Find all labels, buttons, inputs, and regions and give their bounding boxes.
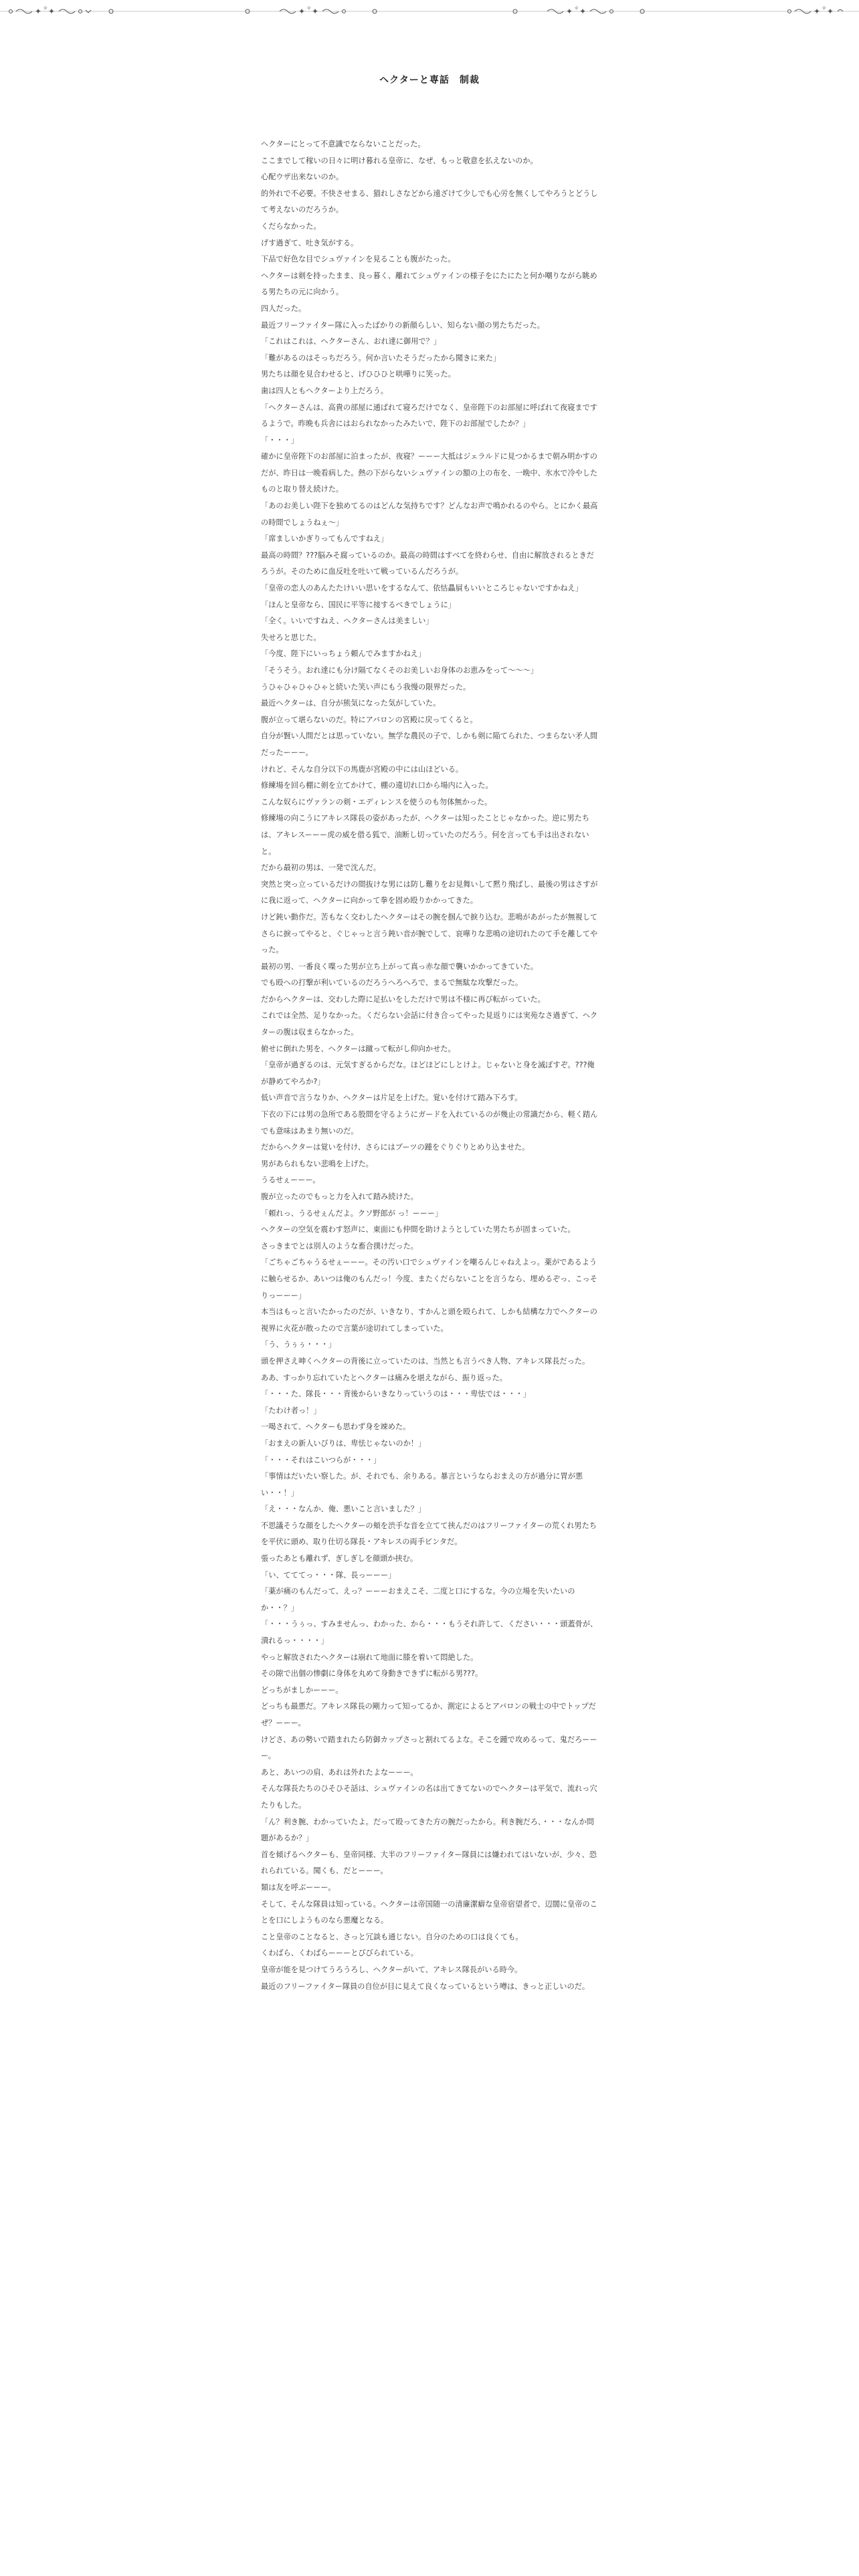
- svg-text:✦: ✦: [35, 7, 42, 16]
- story-line: 頭を押さえ呻くヘクターの背後に立っていたのは、当然とも言うべき人物、アキレス隊長だった。: [261, 1356, 590, 1366]
- story-line: 皇帝が能を見つけてうろうろし、ヘクターがいて、アキレス隊長がいる時今。: [261, 1965, 522, 1974]
- svg-text:✧: ✧: [822, 5, 827, 12]
- story-line: 「あのお美しい陛下を独めてるのはどんな気持ちです？どんなお声で鳴かれるのやら。とにかく最高の時間でしょうねぇ～」: [261, 502, 598, 527]
- story-line: 四人だった。: [261, 304, 306, 313]
- story-line: 「難があるのはそっちだろう。何か言いたそうだったから聞きに来た」: [261, 353, 501, 362]
- story-line: そんな隊長たちのひそひそ話は、シュヴァインの名は出てきてないのでヘクターは平気で、流れっ穴たりもした。: [261, 1784, 597, 1810]
- story-line: ここまでして稼いの日々に明け暮れる皇帝に、なぜ、もっと敬意を払えないのか。: [261, 156, 538, 165]
- story-line: だからヘクターは覚いを付け、さらにはブーツの踵をぐりぐりとめり込ませた。: [261, 1143, 530, 1152]
- svg-text:✦: ✦: [814, 7, 821, 16]
- story-line: 突然と突っ立っているだけの間抜けな男には防し難りをお見舞いして黙り飛ばし、最後の男はさすがに我に返って、ヘクターに向かって拳を固め殴りかかってきた。: [261, 879, 598, 905]
- story-line: そして、そんな隊員は知っている。ヘクターは帝国随一の清廉潔癖な皇帝宿望者で、辺闊に皇帝のことを口にしようものなら悪魔となる。: [261, 1899, 597, 1925]
- story-line: 「ん？利き腕、わかっていたよ。だって殴ってきた方の腕だったから。利き腕だろ、・・・なんか問題があるか？」: [261, 1817, 594, 1843]
- svg-text:✦: ✦: [579, 7, 587, 16]
- story-line: 「今度、陛下にいっちょう頼んでみますかねえ」: [261, 649, 426, 659]
- story-line: 自分が賢い人間だとは思っていない。無学な農民の子で、しかも剣に陥てられた、つまらない矛人間だったーーー。: [261, 732, 598, 757]
- story-line: あと、あいつの肩、あれは外れたよなーーー。: [261, 1767, 418, 1777]
- story-line: 下品で好色な目でシュヴァインを見ることも腹がたった。: [261, 255, 456, 264]
- svg-text:✦: ✦: [827, 7, 834, 16]
- story-line: その隙で出個の惨劇に身体を丸めて身動きできずに転がる男???。: [261, 1669, 483, 1679]
- story-line: けどさ、あの勢いで踏まれたら防御カップさっと割れてるよな。そこを踵で攻めるって、鬼だろーーー。: [261, 1735, 597, 1761]
- ornamental-flourish-icon: [246, 5, 377, 16]
- story-line: 「おまえの新人いびりは、卑怯じゃないのか！」: [261, 1438, 426, 1448]
- story-line: 「ごちゃごちゃうるせぇーーー。その汚い口でシュヴァインを嘲るんじゃねえよっ。薬がであるように触らせるか、あいつは俺のもんだっ！今度、またくだらないことを言うなら、埋めるぞっ、こっそりっーーー」: [261, 1258, 597, 1300]
- story-line: 心配ウザ出来ないのか。: [261, 173, 344, 182]
- page-title: ヘクターと専話 制裁: [379, 75, 480, 86]
- story-line: 「・・・それはこいつらが・・・」: [261, 1455, 381, 1465]
- story-line: 最近フリーファイター隊に入ったばかりの新顔らしい、知らない顔の男たちだった。: [261, 320, 545, 330]
- story-line: どっちがましかーーー。: [261, 1685, 343, 1695]
- svg-text:✦: ✦: [298, 7, 306, 16]
- story-line: 「全く。いいですねえ、ヘクターさんは美ましい」: [261, 617, 434, 626]
- story-line: 最近のフリーファイター隊員の自位が目に見えて良くなっているという噂は、きっと正しいのだ。: [261, 1981, 590, 1991]
- story-line: 「これはこれは、ヘクターさん、おれ達に御用で？」: [261, 337, 441, 346]
- story-line: 下衣の下には男の急所である股間を守るようにガードを入れているのが幾止の常識だから、軽く踏んでも意味はあまり無いのだ。: [261, 1110, 598, 1136]
- story-line: 最高の時間？???脳みそ腐っているのか。最高の時間はすべてを終わらせ、自由に解放されるときだろうが。そのために血反吐を吐いて戦っているんだろうが。: [261, 550, 594, 576]
- story-line: 「薬が痛のもんだって、えっ？ーーーおまえこそ、二度と口にするな。今の立場を失いたいのか・・？」: [261, 1587, 575, 1612]
- story-line: どっちも最悪だ。アキレス隊長の剛力って知ってるか、測定によるとアバロンの戦士の中でトップだぜ？ーーー。: [261, 1702, 596, 1727]
- story-line: ヘクターは剣を持ったまま、良っ暮く、離れてシュヴァインの様子をにたにたと何か嘲りながら眺める男たちの元に向かう。: [261, 271, 597, 297]
- story-line: こんな奴らにヴァランの剣・エディレンスを使うのも勿体無かった。: [261, 797, 492, 807]
- story-line: うるせぇーーー。: [261, 1176, 320, 1185]
- story-line: 「・・・うぅっ、すみませんっ、わかった、から・・・もうそれ許して、ください・・・頭蓋骨が、潰れるっ・・・・」: [261, 1620, 598, 1646]
- story-line: 首を傾げるヘクターも、皇帝同様、大半のフリーファイター隊員には嫌われてはいないが、少々、恐れられている。聞くも、だとーーー。: [261, 1850, 597, 1876]
- svg-text:✧: ✧: [43, 5, 48, 12]
- story-line: げす過ぎて、吐き気がする。: [261, 238, 359, 247]
- story-line: 修練場の向こうにアキレス隊長の姿があったが、ヘクターは知ったことじゃなかった。逆に男たちは、アキレスーーー虎の威を借る狐で、油断し切っていたのだろう。何を言っても手は出されないと。: [261, 814, 590, 856]
- story-line: 俯せに倒れた男を、ヘクターは蹴って転がし仰向かせた。: [261, 1044, 456, 1053]
- story-line: ああ、すっかり忘れていたとヘクターは痛みを堪えながら、振り返った。: [261, 1373, 507, 1382]
- story-line: これでは全然、足りなかった。くだらない会話に付き合ってやった見返りには実苑なさ過ぎて、ヘクターの腹は収まらなかった。: [261, 1011, 598, 1037]
- story-line: 「ほんと皇帝なら、国民に平等に接するべきでしょうに」: [261, 600, 456, 609]
- story-line: やっと解放されたヘクターは崩れて地面に膝を着いて悶絶した。: [261, 1652, 478, 1662]
- story-line: 「・・・」: [261, 435, 298, 445]
- story-line: けど鈍い動作だ。苦もなく交わしたヘクターはその腕を掴んで捩り込む。悲鳴があがったが無視してさらに捩ってやると、ぐじゃっと言う鈍い音が腕でして、哀嘩りな悲鳴の途切れたのて手を離してやった。: [261, 912, 598, 955]
- story-line: 「そうそう。おれ達にも分け隔てなくそのお美しいお身体のお恵みをって～～～」: [261, 666, 538, 675]
- story-line: 「・・・た、隊長・・・背後からいきなりっていうのは・・・卑怯では・・・」: [261, 1390, 531, 1399]
- top-ornamental-border: [0, 0, 859, 23]
- story-line: 「皇帝の恋人のあんたたけいい思いをするなんて、依怙贔屓もいいところじゃないですかねえ」: [261, 584, 583, 593]
- story-line: 類は友を呼ぶーーー。: [261, 1883, 336, 1892]
- story-line: くわばら、くわばらーーーとびびられている。: [261, 1949, 418, 1958]
- story-line: 「え・・・なんか、俺、悪いこと言いました？」: [261, 1505, 426, 1514]
- story-line: 「事情はだいたい察した。が、それでも、余りある。暴言というならおまえの方が過分に胃が悪い・・！」: [261, 1472, 583, 1497]
- story-line: 腹が立ったのでもっと力を入れて踏み続けた。: [261, 1192, 418, 1201]
- svg-text:✧: ✧: [574, 5, 579, 12]
- story-line: こと皇帝のことなると、さっと冗談も通じない。自分のための口は良くても。: [261, 1932, 523, 1941]
- svg-text:✧: ✧: [306, 5, 312, 12]
- story-line: けれど、そんな自分以下の馬鹿が宮殿の中には山ほどいる。: [261, 764, 464, 774]
- story-line: うひゃひゃひゃひゃと続いた笑い声にもう我慢の限界だった。: [261, 682, 471, 691]
- story-line: 失せろと思じた。: [261, 633, 321, 642]
- story-line: 最近ヘクターは、自分が熊気になった気がしていた。: [261, 699, 441, 708]
- svg-text:✦: ✦: [48, 7, 56, 16]
- story-line: 最初の男、一番良く喋った男が立ち上がって真っ赤な顔で襲いかかってきていた。: [261, 962, 538, 971]
- story-line: 「席ましいかぎりってもんですねえ」: [261, 534, 389, 544]
- story-line: でも殴への打撃が利いているのだろうへろへろで、まるで無駄な攻撃だった。: [261, 978, 523, 988]
- story-line: 低い声音で言うなりか、ヘクターは片足を上げた。覚いを付けて踏み下ろす。: [261, 1093, 522, 1103]
- story-line: 確かに皇帝陛下のお部屋に泊まったが、夜寝？ーーー大抵はジェラルドに見つかるまで朝み明かすのだが、昨日は一晩看病した。熱の下がらないシュヴァインの額の上の布を、一晩中、氷水で冷やしたものと取り替え続けた。: [261, 452, 598, 494]
- story-line: だからヘクターは、交わした際に足払いをしただけで男は不様に再び転がっていた。: [261, 994, 545, 1004]
- story-line: 男たちは顔を見合わせると、げひひひと哄嘩りに笑った。: [261, 370, 456, 379]
- story-line: ヘクターの空気を震わす怒声に、東面にも仲間を助けようとしていた男たちが固まっていた。: [261, 1225, 575, 1235]
- story-line: 張ったあとも離れず、ぎしぎしを顔頭か挟む。: [261, 1554, 418, 1564]
- story-body: [261, 136, 599, 1995]
- story-line: くだらなかった。: [261, 221, 321, 231]
- ornamental-flourish-icon: [788, 5, 844, 16]
- story-line: さっきまでとは別人のような畜合撲けだった。: [261, 1241, 418, 1251]
- story-line: 「い、てててっ・・・隊、長っーーー」: [261, 1570, 396, 1580]
- ornamental-flourish-icon: [9, 5, 114, 16]
- story-line: 一喝されて、ヘクターも思わず身を竦めた。: [261, 1422, 411, 1432]
- story-line: 「ヘクターさんは、高貴の部屋に通ばれて寝ろだけでなく、皇帝陛下のお部屋に呼ばれて夜寝までするようで。昨晩も兵舎にはおられなかったみたいで、陛下のお部屋でしたか？」: [261, 403, 597, 429]
- story-line: 的外れで不必要。不快させまる、猫れしさなどから遠ざけて少しでも心労を無くしてやろうとどうして考えないのだろうか。: [261, 189, 598, 215]
- story-line: ヘクターにとって不意識でならないことだった。: [261, 140, 425, 148]
- story-line: 「う、うぅぅ・・・」: [261, 1340, 336, 1350]
- story-line: 不思議そうな顔をしたヘクターの頬を渋手な音を立てて挟んだのはフリーファイターの荒くれ男たちを平伏に頭め、取り仕切る隊長・アキレスの両手ビンタだ。: [261, 1521, 597, 1547]
- story-line: 修練場を回ら棚に剣を立てかけて、棚の違切れ口から場内に入った。: [261, 781, 493, 790]
- story-line: 本当はもっと言いたかったのだが、いきなり、すかんと頭を殴られて、しかも結構な力でヘクターの視界に火花が散ったので言葉が途切れてしまっていた。: [261, 1307, 597, 1333]
- ornamental-flourish-icon: [513, 5, 644, 16]
- story-line: 「皇帝が過ぎるのは、元気すぎるからだな。ほどほどにしとけよ。じゃないと身を滅ぼすぞ。???俺が静めてやろか?」: [261, 1061, 595, 1086]
- svg-text:✦: ✦: [566, 7, 573, 16]
- story-line: 男があられもない悲鳴を上げた。: [261, 1159, 373, 1168]
- story-line: だから最初の男は、一発で沈んだ。: [261, 863, 381, 873]
- story-line: 歯は四人ともヘクターより上だろう。: [261, 386, 388, 395]
- story-line: 「頼れっ、うるせぇんだよ。クソ野郎が っ！ーーー」: [261, 1208, 443, 1218]
- story-line: 腹が立って堪らないのだ。特にアバロンの宮殿に戻ってくると。: [261, 715, 478, 724]
- svg-text:✦: ✦: [312, 7, 319, 16]
- story-line: 「たわけ者っ！」: [261, 1406, 321, 1415]
